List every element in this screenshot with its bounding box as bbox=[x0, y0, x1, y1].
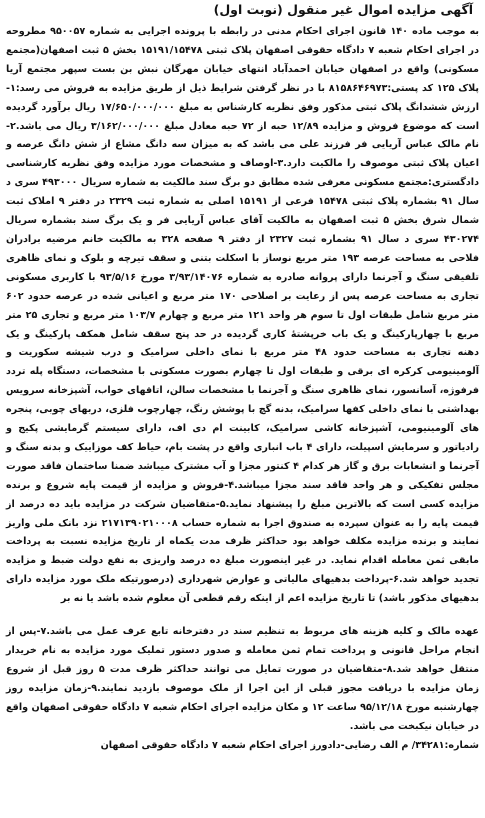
notice-title: آگهی مزایده اموال غیر منقول (نوبت اول) bbox=[213, 2, 473, 17]
paragraph-gap bbox=[4, 609, 481, 623]
notice-signature: شماره:۳۴۲۸۱/ م الف رضایی-دادورز اجرای احکام شعبه ۷ دادگاه حقوقی اصفهان bbox=[100, 739, 479, 751]
notice-paragraph-1: به موجب ماده ۱۴۰ قانون اجرای احکام مدنی در رابطه با پرونده اجرایی به شماره ۹۵۰۰۵۷ مطروحه در اجرای احکام شعبه ۷ دادگاه حقوقی اصفهان پلاک ثبتی ۱۵۱۹۱/۱۵۴۷۸ بخش ۵ ثبت اصفهان(مجتمع مسکونی) واقع در اصفهان خیابان احمدآباد انتهای خیابان مهرگان نبش بن بست سپهر مجتمع آریا پلاک ۱۲۵ کد پستی:۸۱۵۸۶۴۶۹۷۳ با در نظر گرفتن شرایط ذیل از طریق مزایده به فروش می رسد:۱-ارزش ششدانگ پلاک ثبتی مذکور وفق نظریه کارشناس به مبلغ ۱۷/۶۵۰/۰۰۰/۰۰۰ ریال برآورد گردیده است که موضوع فروش و مزایده ۱۲/۸۹ حبه از ۷۲ حبه معادل مبلغ ۳/۱۶۲/۰۰۰/۰۰۰ ریال می باشد.۲-نام مالک عباس آریایی فر فرزند علی می باشد که به میزان سه دانگ مشاع از شش دانگ عرصه و اعیان پلاک ثبتی موصوف را مالکیت دارد.۳-اوصاف و مشخصات مورد مزایده وفق نظریه کارشناسی دادگستری:مجتمع مسکونی معرفی شده مطابق دو برگ سند مالکیت به شماره سریال ۴۹۳۰۰۰ سری د سال ۹۱ بشماره پلاک ثبتی ۱۵۴۷۸ فرعی از ۱۵۱۹۱ اصلی به شماره ثبت ۲۳۲۹ در دفتر ۹ املاک ثبت شمال شرق بخش ۵ ثبت اصفهان به مالکیت آقای عباس آریایی فر و یک برگ سند بشماره سریال ۴۳۰۲۷۴ سری د سال ۹۱ بشماره ثبت ۲۳۲۷ از دفتر ۹ صفحه ۳۲۸ به مالکیت خانم مرضیه برادران فلاحی به مساحت عرصه ۱۹۳ متر مربع نوساز با اسکلت بتنی و سقف تیرچه و بلوک و نمای ظاهری تلفیقی سنگ و آجرنما دارای پروانه صادره به شماره ۳/۹۳/۱۴۰۷۶ مورخ ۹۳/۵/۱۶ با کاربری مسکونی تجاری به مساحت عرصه پس از رعایت بر اصلاحی ۱۷۰ متر مربع و اعیانی شده در عرصه حدود ۶۰۲ متر مربع شامل طبقات اول تا سوم هر واحد ۱۲۱ متر مربع و چهارم ۱۰۳/۷ متر مربع و تجاری ۲۵ متر مربع با چهارپارکینگ و یک باب خرپشتهٔ کاری گردیده در حد پنج سقف شامل همکف پارکینگ و یک دهنه تجاری به مساحت حدود ۴۸ متر مربع با نمای داخلی سرامیک و درب شیشه سکوریت و آلومینیومی کرکره ای برقی و طبقات اول تا چهارم بصورت مسکونی با مشخصات، دستگاه پله تردد فرفوژه، آسانسور، نمای ظاهری سنگ و آجرنما با مشخصات سالن، اتاقهای خواب، آشپزخانه سرویس بهداشتی با نمای داخلی کفها سرامیک، بدنه گچ با پوشش رنگ، چهارچوب فلزی، دربهای چوبی، پنجره های آلومینیومی، آشپزخانه کاشی سرامیک، کابینت ام دی اف، دارای سیستم گرمایشی پکیج و رادیاتور و سرمایش اسپیلت، دارای ۴ باب انباری واقع در پشت بام، حیاط کف موزاییک و بدنه سنگ و آجرنما و انشعابات برق و گاز هر کدام ۴ کنتور مجزا و آب مشترک میباشد ضمنا ساختمان فاقد صورت مجلس تفکیکی و هر واحد فاقد سند مجزا میباشد.۴-فروش و مزایده از قیمت پایه شروع و برنده مزایده کسی است که بالاترین مبلغ را پیشنهاد نماید.۵-متقاضیان شرکت در مزایده باید ده درصد از قیمت پایه را به عنوان سپرده به صندوق اجرا به شماره حساب ۲۱۷۱۳۹۰۲۱۰۰۰۸ نزد بانک ملی واریز نمایند و برنده مزایده مکلف خواهد بود حداکثر ظرف مدت یکماه از تاریخ مزایده نسبت به پرداخت مابقی ثمن معامله اقدام نماید. در غیر اینصورت مبلغ ده درصد واریزی به نفع دولت ضبط و مزایده تجدید خواهد شد.۶-پرداخت بدهیهای مالیاتی و عوارض شهرداری (درصورتیکه ملک مورد مزایده دارای بدهیهای مذکور باشد) تا تاریخ مزایده اعم از اینکه رقم قطعی آن معلوم شده باشد یا نه بر bbox=[6, 26, 480, 605]
notice-paragraph-2: عهده مالک و کلیه هزینه های مربوط به تنظیم سند در دفترخانه تابع عرف عمل می باشد.۷-پس از انجام مراحل قانونی و پرداخت تمام ثمن معامله و صدور دستور تملیک مورد مزایده به نام خریدار منتقل خواهد شد.۸-متقاضیان در صورت تمایل می توانند حداکثر ظرف مدت ۵ روز قبل از شروع زمان مزایده با دریافت مجوز قبلی از این اجرا از ملک موصوف بازدید نمایند.۹-زمان مزایده روز چهارشنبه مورخ ۹۵/۱۲/۱۸ ساعت ۱۲ و مکان مزایده اجرای احکام شعبه ۷ دادگاه حقوقی اصفهان واقع در خیابان نیکبخت می باشد. bbox=[6, 626, 480, 732]
legal-notice bbox=[4, 0, 481, 818]
